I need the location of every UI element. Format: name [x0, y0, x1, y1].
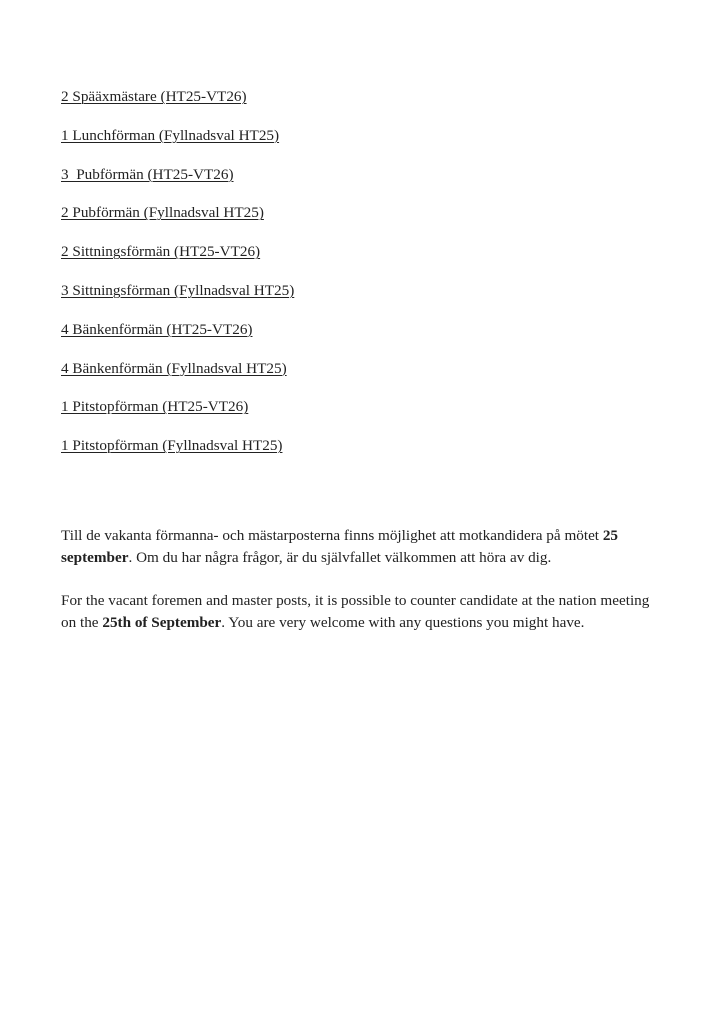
info-paragraph-swedish — [61, 525, 661, 569]
position-item: 1 Lunchförman (Fyllnadsval HT25) — [61, 126, 280, 144]
position-item: 1 Pitstopförman (Fyllnadsval HT25) — [61, 437, 283, 455]
info-sv-text-after: . Om du har några frågor, är du självfallet välkommen att höra av dig. — [128, 549, 552, 567]
info-en-text-before: For the vacant foremen and master posts, it is possible to counter candidate at the nation meeting on the — [61, 592, 650, 632]
position-item: 4 Bänkenförmän (Fyllnadsval HT25) — [61, 359, 287, 377]
info-sv-date: 25 september — [61, 527, 619, 567]
position-item: 2 Spääxmästare (HT25-VT26) — [61, 88, 247, 105]
position-item: 3 Pubförmän (HT25-VT26) — [61, 165, 234, 183]
position-item: 4 Bänkenförmän (HT25-VT26) — [61, 320, 253, 338]
position-item: 1 Pitstopförman (HT25-VT26) — [61, 398, 249, 416]
position-item: 2 Sittningsförmän (HT25-VT26) — [61, 243, 261, 261]
position-item: 3 Sittningsförman (Fyllnadsval HT25) — [61, 281, 295, 299]
info-en-date: 25th of September — [102, 614, 222, 632]
info-sv-text-before: Till de vakanta förmanna- och mästarposterna finns möjlighet att motkandidera på mötet — [61, 527, 603, 545]
vacant-positions-list — [61, 87, 661, 475]
position-item: 2 Pubförmän (Fyllnadsval HT25) — [61, 204, 264, 222]
info-paragraph-english — [61, 590, 661, 634]
info-en-text-after: . You are very welcome with any questions you might have. — [221, 614, 585, 632]
